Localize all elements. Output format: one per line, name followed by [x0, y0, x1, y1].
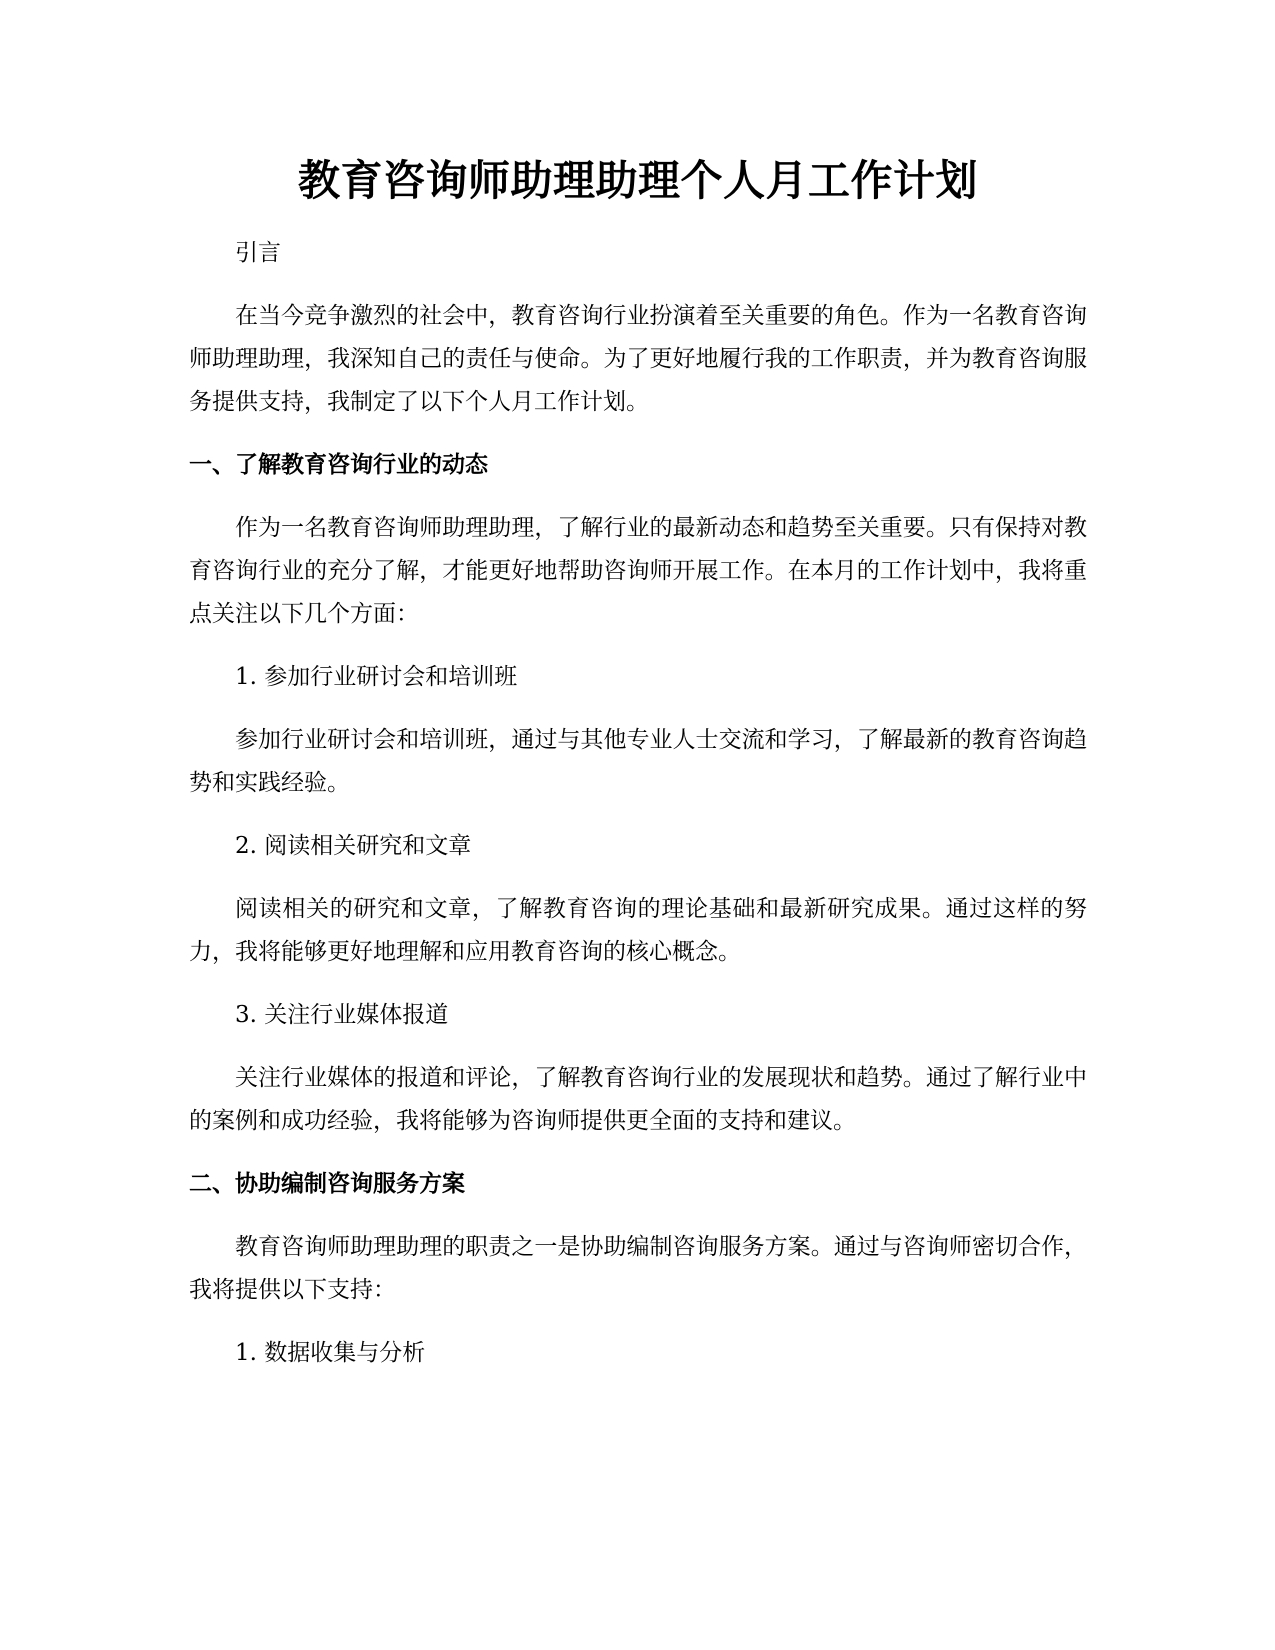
section-1-heading: 一、了解教育咨询行业的动态: [189, 452, 488, 478]
spacer: [189, 424, 1087, 444]
section-1-item-1-label: 1. 参加行业研讨会和培训班: [235, 664, 518, 690]
section-2-heading: 二、协助编制咨询服务方案: [189, 1171, 465, 1197]
section-1-item-3-text: 关注行业媒体的报道和评论，了解教育咨询行业的发展现状和趋势。通过了解行业中的案例和成功经验，我将能够为咨询师提供更全面的支持和建议。: [189, 1065, 1087, 1134]
spacer: [189, 1037, 1087, 1057]
section-2-paragraph: 教育咨询师助理助理的职责之一是协助编制咨询服务方案。通过与咨询师密切合作，我将提供以下支持：: [189, 1234, 1087, 1303]
section-1-item-2-text: 阅读相关的研究和文章，了解教育咨询的理论基础和最新研究成果。通过这样的努力，我将能够更好地理解和应用教育咨询的核心概念。: [189, 896, 1087, 965]
spacer: [189, 868, 1087, 888]
spacer: [189, 1143, 1087, 1163]
spacer: [189, 1206, 1087, 1226]
spacer: [189, 699, 1087, 719]
spacer: [189, 212, 1087, 232]
spacer: [189, 487, 1087, 507]
spacer: [189, 636, 1087, 656]
spacer: [189, 275, 1087, 295]
intro-paragraph: 在当今竞争激烈的社会中，教育咨询行业扮演着至关重要的角色。作为一名教育咨询师助理助理，我深知自己的责任与使命。为了更好地履行我的工作职责，并为教育咨询服务提供支持，我制定了以下个人月工作计划。: [189, 303, 1087, 415]
intro-label: 引言: [235, 240, 281, 266]
section-1-paragraph: 作为一名教育咨询师助理助理，了解行业的最新动态和趋势至关重要。只有保持对教育咨询行业的充分了解，才能更好地帮助咨询师开展工作。在本月的工作计划中，我将重点关注以下几个方面：: [189, 515, 1087, 627]
document-title: 教育咨询师助理助理个人月工作计划: [297, 156, 978, 205]
document-content: [189, 150, 1087, 1375]
section-1-item-3-label: 3. 关注行业媒体报道: [235, 1002, 449, 1028]
section-1-item-2-label: 2. 阅读相关研究和文章: [235, 833, 472, 859]
spacer: [189, 974, 1087, 994]
section-2-item-1-label: 1. 数据收集与分析: [235, 1340, 426, 1366]
spacer: [189, 1312, 1087, 1332]
spacer: [189, 805, 1087, 825]
section-1-item-1-text: 参加行业研讨会和培训班，通过与其他专业人士交流和学习，了解最新的教育咨询趋势和实践经验。: [189, 727, 1087, 796]
